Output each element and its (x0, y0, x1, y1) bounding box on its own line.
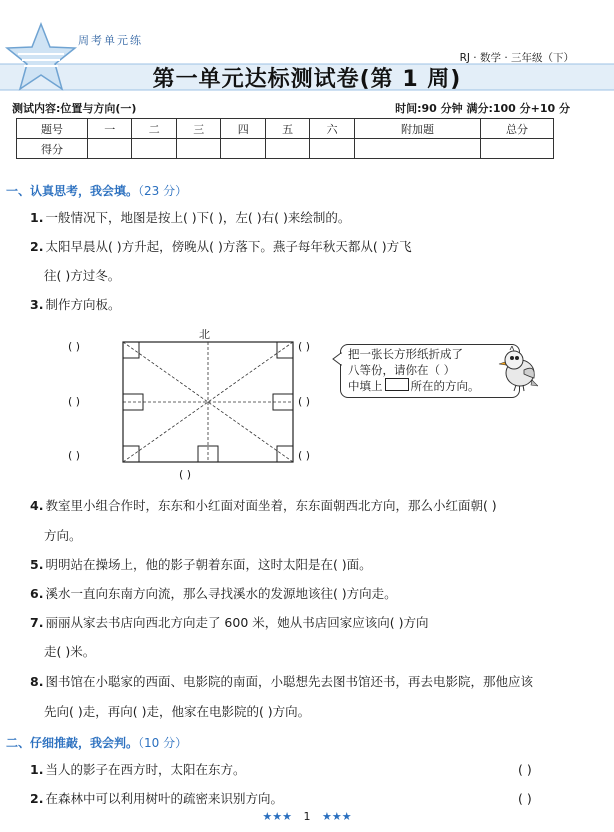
blank-paren[interactable]: ( ) (179, 468, 192, 481)
question-1-6 (30, 586, 397, 602)
blank-paren[interactable]: ( ) (68, 340, 81, 353)
section-1-title: 一、认真思考，我会填。 (6, 184, 139, 198)
question-number: 5. (30, 557, 44, 572)
north-label: 北 (199, 328, 210, 341)
blank-paren[interactable]: ( ) (298, 395, 311, 408)
table-cell: 一 (88, 119, 132, 139)
page-title: 第一单元达标测试卷(第 1 周) (152, 67, 462, 92)
score-table (16, 118, 554, 159)
bubble-line: 八等份，请你在（ ） (348, 363, 456, 377)
footer-stars: ★★★ (322, 810, 352, 823)
answer-paren[interactable]: ( ) (518, 791, 532, 806)
question-text: 当人的影子在西方时，太阳在东方。 (45, 762, 246, 777)
score-input-cell[interactable] (265, 139, 309, 159)
table-cell: 总分 (481, 119, 554, 139)
question-text: 在森林中可以利用树叶的疏密来识别方向。 (45, 791, 283, 806)
score-input-cell[interactable] (354, 139, 480, 159)
table-cell: 四 (221, 119, 265, 139)
question-text: 制作方向板。 (45, 297, 121, 312)
section-2-title: 二、仔细推敲，我会判。 (6, 736, 139, 750)
table-cell: 得分 (17, 139, 88, 159)
bubble-line: 中填上 所在的方向。 (348, 379, 480, 393)
question-1-3 (30, 297, 120, 313)
question-text: 太阳早晨从( )方升起，傍晚从( )方落下。燕子每年秋天都从( )方飞 (45, 239, 412, 254)
table-row (17, 139, 554, 159)
time-score-label: 时间:90 分钟 满分:100 分+10 分 (395, 102, 570, 115)
table-cell: 题号 (17, 119, 88, 139)
section-1-points: （23 分） (138, 184, 188, 198)
question-1-7 (30, 615, 429, 631)
footer-stars: ★★★ (262, 810, 292, 823)
section-2-heading (6, 734, 187, 751)
bird-icon (498, 346, 538, 392)
answer-paren[interactable]: ( ) (518, 762, 532, 777)
test-content-label: 测试内容:位置与方向(一) (12, 102, 137, 115)
section-2-points: （10 分） (138, 736, 188, 750)
question-text: 教室里小组合作时，东东和小红面对面坐着，东东面朝西北方向，那么小红面朝( ) (45, 498, 497, 513)
question-text: 一般情况下，地图是按上( )下( )，左( )右( )来绘制的。 (45, 210, 351, 225)
bubble-text (348, 346, 518, 394)
question-2-2 (30, 791, 283, 807)
question-text: 明明站在操场上，他的影子朝着东面，这时太阳是在( )面。 (45, 557, 372, 572)
question-1-2-cont: 往( )方过冬。 (44, 268, 121, 283)
score-input-cell[interactable] (132, 139, 176, 159)
question-number: 2. (30, 791, 44, 806)
question-number: 3. (30, 297, 44, 312)
page-footer (0, 810, 614, 823)
question-1-2 (30, 239, 412, 255)
question-2-1 (30, 762, 245, 778)
page-number: 1 (303, 810, 311, 823)
question-1-8 (30, 674, 533, 690)
question-1-7-cont: 走( )米。 (44, 644, 96, 659)
blank-paren[interactable]: ( ) (298, 340, 311, 353)
question-number: 6. (30, 586, 44, 601)
question-number: 1. (30, 210, 44, 225)
table-cell: 附加题 (354, 119, 480, 139)
question-1-8-cont: 先向( )走，再向( )走，他家在电影院的( )方向。 (44, 704, 311, 719)
bubble-tail-icon (332, 352, 342, 366)
section-1-heading (6, 182, 187, 199)
direction-board-diagram (118, 338, 298, 466)
table-cell: 六 (310, 119, 354, 139)
weekly-label: 周考单元练 (78, 34, 143, 47)
question-1-4 (30, 498, 497, 514)
bubble-line: 把一张长方形纸折成了 (348, 347, 463, 361)
score-input-cell[interactable] (481, 139, 554, 159)
score-input-cell[interactable] (88, 139, 132, 159)
score-input-cell[interactable] (221, 139, 265, 159)
table-cell: 二 (132, 119, 176, 139)
blank-paren[interactable]: ( ) (68, 395, 81, 408)
blank-paren[interactable]: ( ) (298, 449, 311, 462)
question-number: 4. (30, 498, 44, 513)
table-cell: 五 (265, 119, 309, 139)
blank-paren[interactable]: ( ) (68, 449, 81, 462)
question-1-4-cont: 方向。 (44, 528, 82, 543)
question-number: 1. (30, 762, 44, 777)
question-text: 图书馆在小聪家的西面、电影院的南面，小聪想先去图书馆还书，再去电影院，那他应该 (45, 674, 533, 689)
question-1-5 (30, 557, 372, 573)
question-number: 7. (30, 615, 44, 630)
question-number: 2. (30, 239, 44, 254)
table-cell: 三 (176, 119, 220, 139)
subject-label: RJ · 数学 · 三年级（下） (459, 52, 574, 64)
question-text: 丽丽从家去书店向西北方向走了 600 米，她从书店回家应该向( )方向 (45, 615, 429, 630)
small-box-icon (385, 378, 409, 391)
score-input-cell[interactable] (176, 139, 220, 159)
question-number: 8. (30, 674, 44, 689)
score-input-cell[interactable] (310, 139, 354, 159)
question-1-1 (30, 210, 350, 226)
table-row (17, 119, 554, 139)
question-text: 溪水一直向东南方向流，那么寻找溪水的发源地该往( )方向走。 (45, 586, 397, 601)
